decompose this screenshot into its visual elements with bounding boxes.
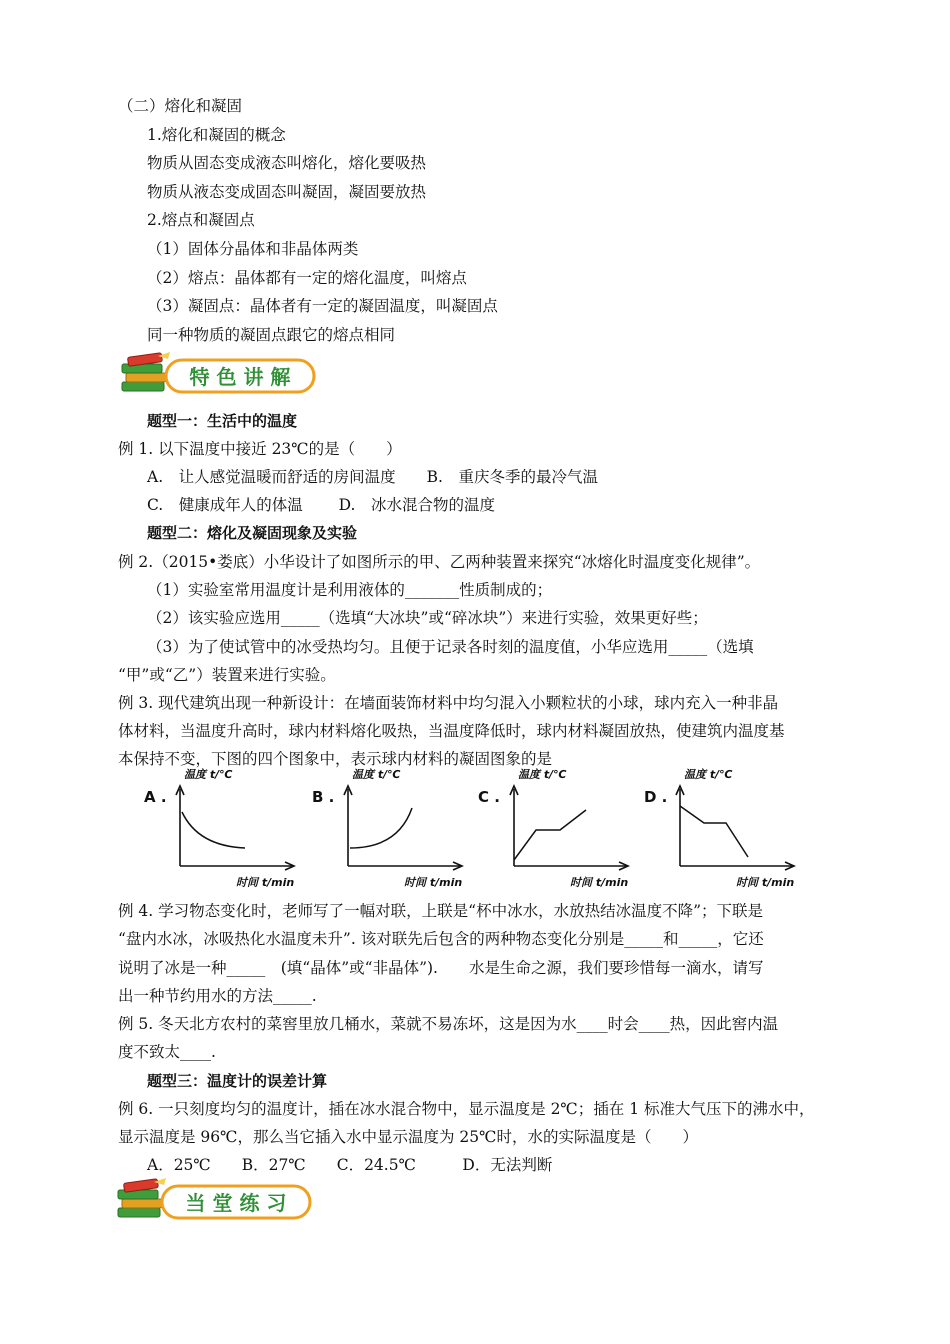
- graph-letter: C .: [478, 788, 500, 806]
- graph-a: [140, 764, 300, 894]
- question-part: （3）为了使试管中的冰受热均匀。且便于记录各时刻的温度值，小华应选用_____（选填: [147, 638, 754, 656]
- question-text: 例 4. 学习物态变化时，老师写了一幅对联，上联是“杯中冰水，水放热结冰温度不降”；下联是: [118, 902, 763, 920]
- banner-class-practice: [114, 1176, 314, 1228]
- graph-c: [474, 764, 634, 894]
- question-text: 度不致太____.: [118, 1043, 216, 1061]
- banner-feature-explain: [118, 350, 318, 402]
- question-part: （1）实验室常用温度计是利用液体的_______性质制成的；: [147, 581, 553, 599]
- question-part: （2）该实验应选用_____（选填“大冰块”或“碎冰块”）来进行实验，效果更好些；: [147, 609, 708, 627]
- type-title: 题型一：生活中的温度: [147, 412, 298, 430]
- x-axis-label: 时间 t/min: [404, 876, 463, 889]
- type-title: 题型二：熔化及凝固现象及实验: [147, 524, 358, 542]
- text-line: 物质从液态变成固态叫凝固，凝固要放热: [147, 183, 427, 201]
- curve: [680, 806, 748, 857]
- type-title: 题型三：温度计的误差计算: [147, 1072, 328, 1090]
- curve: [350, 808, 412, 848]
- question-text: 体材料，当温度升高时，球内材料熔化吸热，当温度降低时，球内材料凝固放热，使建筑内温度基: [118, 722, 785, 740]
- options-line: C. 健康成年人的体温 D. 冰水混合物的温度: [147, 496, 495, 514]
- y-axis-label: 温度 t/℃: [684, 768, 733, 781]
- x-axis-label: 时间 t/min: [736, 876, 795, 889]
- question-text: 出一种节约用水的方法_____.: [118, 987, 317, 1005]
- graph-letter: D .: [644, 788, 668, 806]
- y-axis-label: 温度 t/℃: [518, 768, 567, 781]
- question-text: “盘内水冰，冰吸热化水温度未升”. 该对联先后包含的两种物态变化分别是_____和_____，它还: [118, 930, 764, 948]
- question-text: 例 2.（2015•娄底）小华设计了如图所示的甲、乙两种装置来探究“冰熔化时温度变化规律”。: [118, 553, 761, 571]
- question-text: 本保持不变，下图的四个图象中，表示球内材料的凝固图象的是: [118, 750, 553, 768]
- question-text: 例 1. 以下温度中接近 23℃的是（ ）: [118, 440, 402, 458]
- question-part: “甲”或“乙”）装置来进行实验。: [118, 666, 336, 684]
- banner-title: 特 色 讲 解: [189, 365, 291, 389]
- question-text: 例 3. 现代建筑出现一种新设计：在墙面装饰材料中均匀混入小颗粒状的小球，球内充入一种非晶: [118, 694, 779, 712]
- graph-d: [640, 764, 805, 894]
- books-icon: [122, 352, 170, 391]
- y-axis-label: 温度 t/℃: [352, 768, 401, 781]
- x-axis-label: 时间 t/min: [570, 876, 629, 889]
- graph-letter: B .: [312, 788, 335, 806]
- books-icon: [118, 1178, 166, 1217]
- section-heading: （二）熔化和凝固: [118, 97, 243, 115]
- subsection-title: 2.熔点和凝固点: [147, 211, 255, 229]
- curve: [514, 810, 586, 860]
- graph-b: [308, 764, 468, 894]
- text-line: 同一种物质的凝固点跟它的熔点相同: [147, 326, 396, 344]
- question-text: 例 6. 一只刻度均匀的温度计，插在冰水混合物中，显示温度是 2℃；插在 1 标准大气压下的沸水中，: [118, 1100, 815, 1118]
- list-item: （1）固体分晶体和非晶体两类: [147, 240, 359, 258]
- question-text: 显示温度是 96℃，那么当它插入水中显示温度为 25℃时，水的实际温度是（ ）: [118, 1128, 698, 1146]
- list-item: （3）凝固点：晶体者有一定的凝固温度，叫凝固点: [147, 297, 498, 315]
- text-line: 物质从固态变成液态叫熔化，熔化要吸热: [147, 154, 427, 172]
- options-line: A．25℃ B．27℃ C．24.5℃ D．无法判断: [147, 1156, 553, 1174]
- list-item: （2）熔点：晶体都有一定的熔化温度，叫熔点: [147, 269, 467, 287]
- banner-title: 当 堂 练 习: [185, 1191, 287, 1215]
- options-line: A. 让人感觉温暖而舒适的房间温度 B. 重庆冬季的最冷气温: [147, 468, 598, 486]
- subsection-title: 1.熔化和凝固的概念: [147, 126, 286, 144]
- x-axis-label: 时间 t/min: [236, 876, 295, 889]
- curve: [182, 812, 245, 848]
- graph-letter: A .: [144, 788, 167, 806]
- question-text: 说明了冰是一种_____ (填“晶体”或“非晶体”). 水是生命之源，我们要珍惜每一滴水，请写: [118, 959, 764, 977]
- question-text: 例 5. 冬天北方农村的菜窖里放几桶水，菜就不易冻坏，这是因为水____时会____热，因此窖内温: [118, 1015, 779, 1033]
- y-axis-label: 温度 t/℃: [184, 768, 233, 781]
